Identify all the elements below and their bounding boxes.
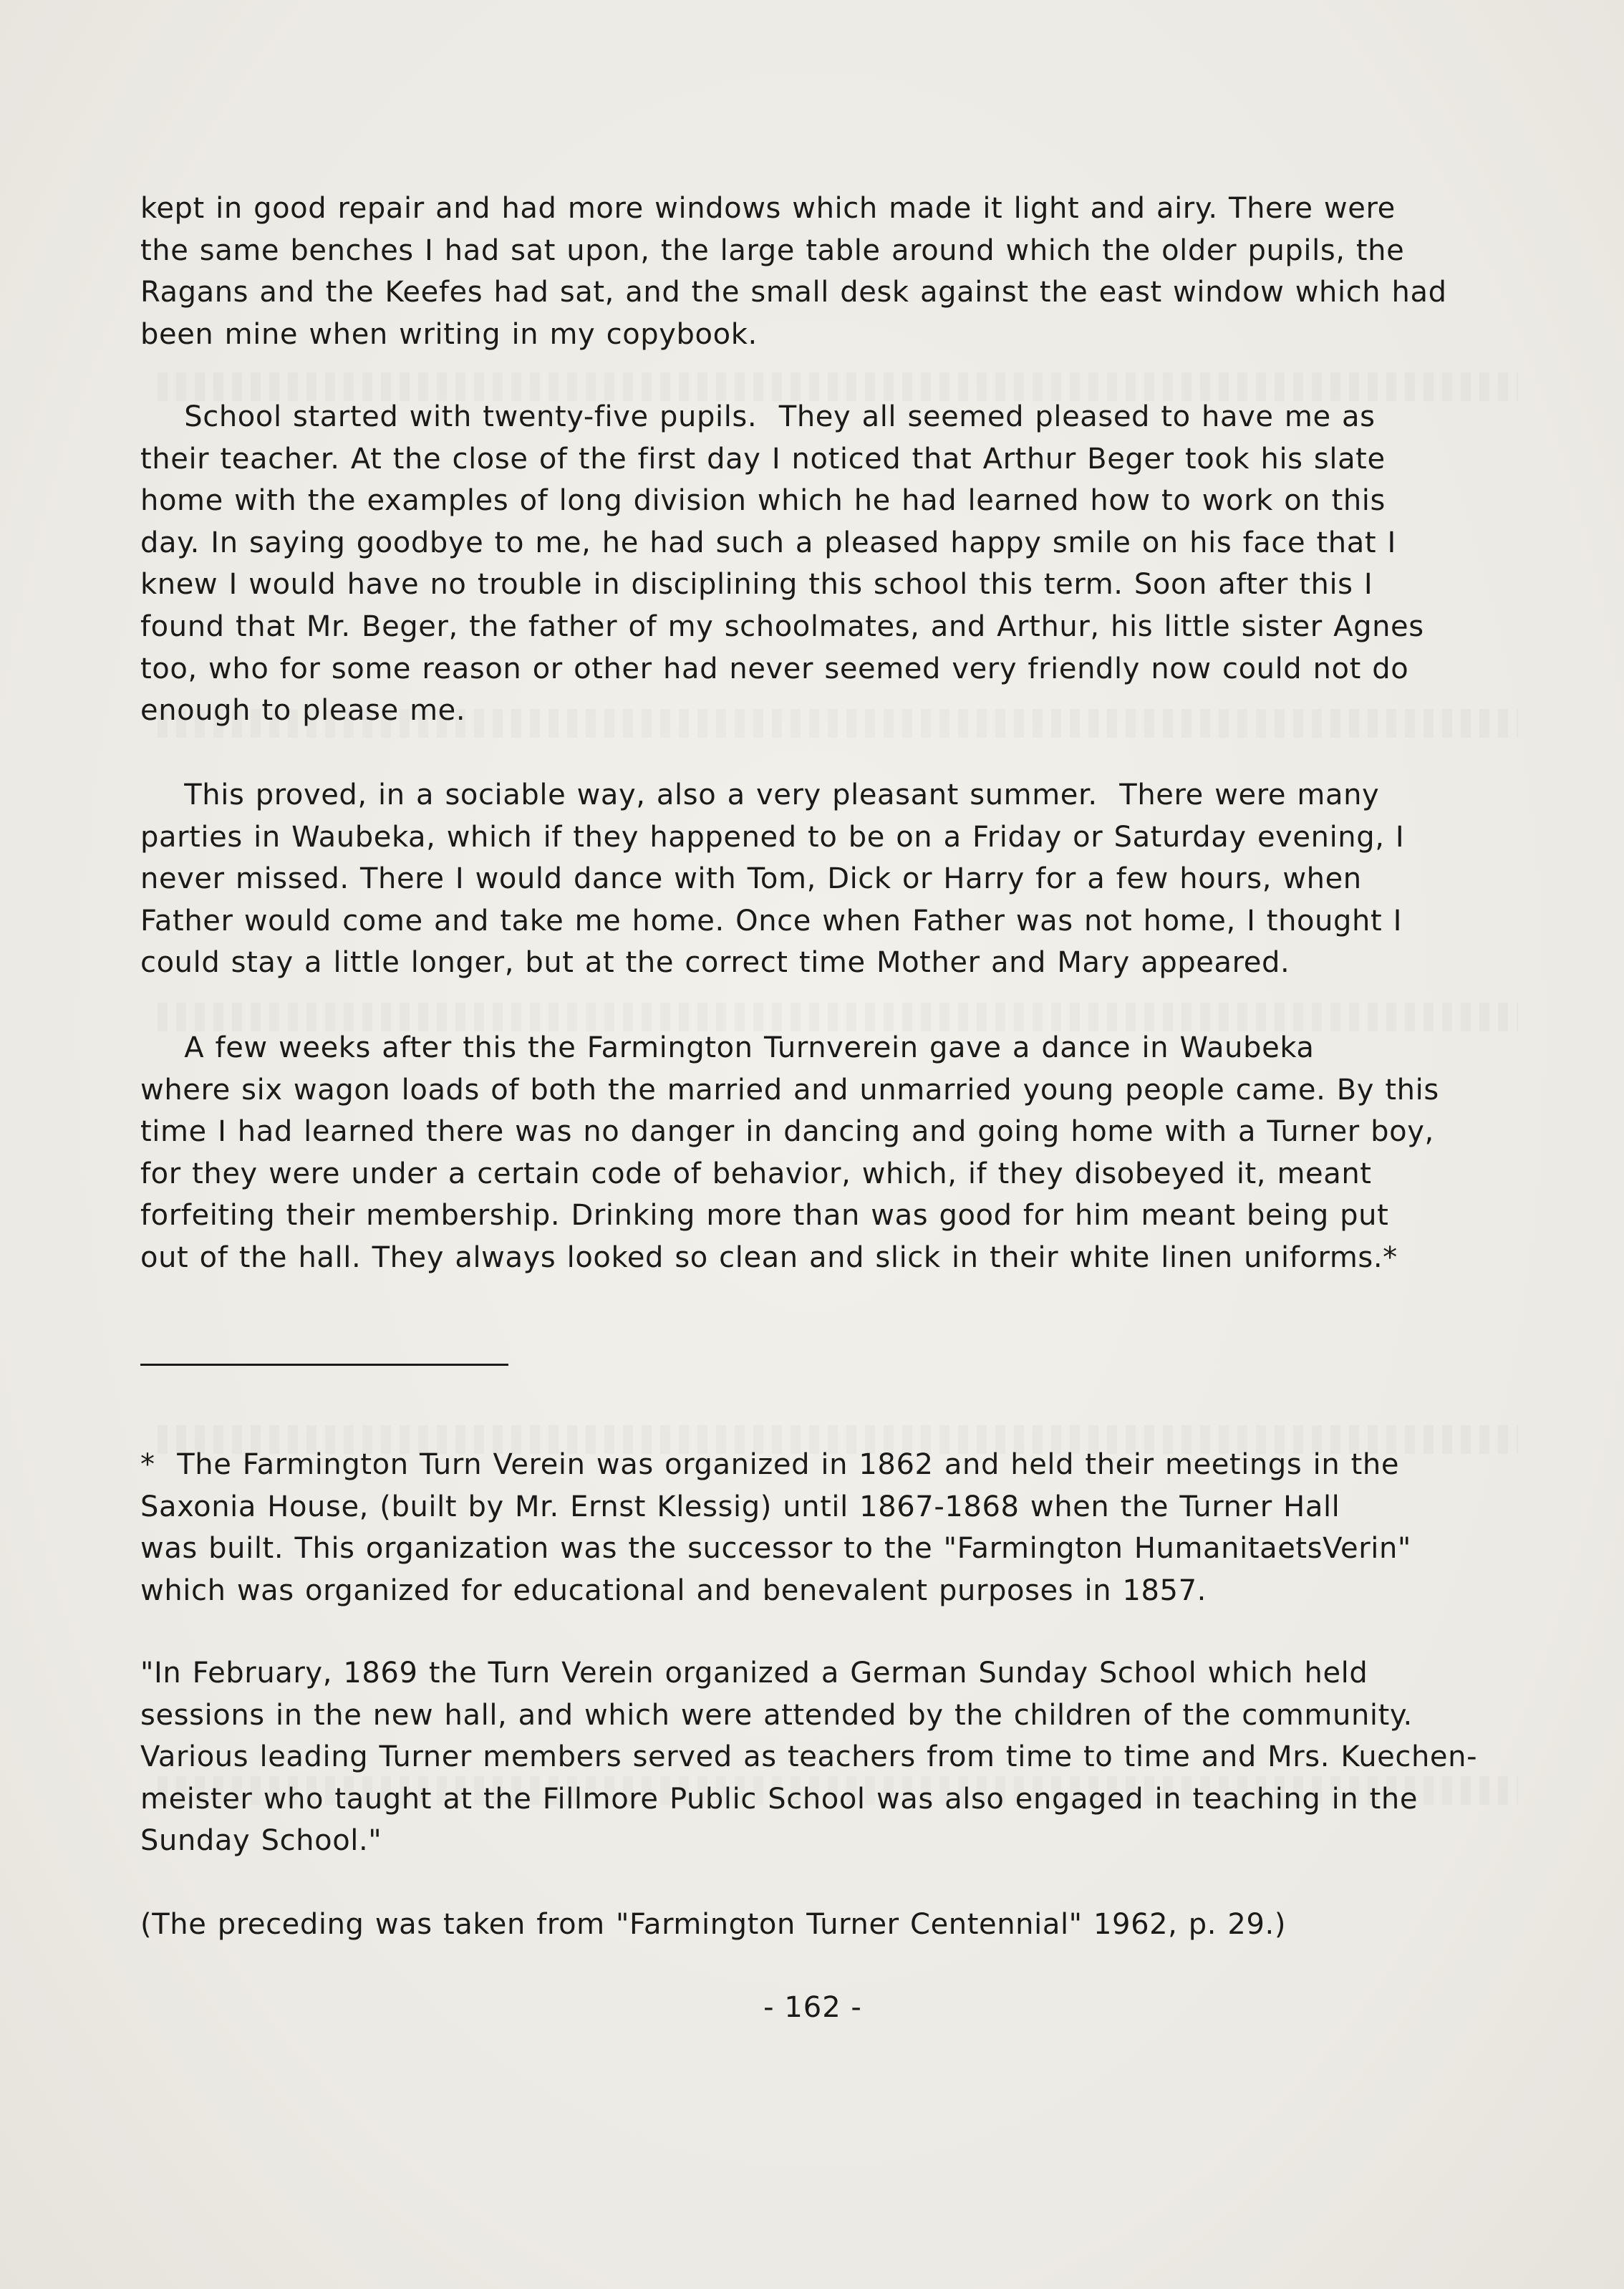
text-line: out of the hall. They always looked so clean and slick in their white linen uniforms.* bbox=[140, 1240, 1398, 1274]
text-line: meister who taught at the Fillmore Public School was also engaged in teaching in the bbox=[140, 1782, 1418, 1816]
body-paragraph-1 bbox=[140, 188, 1537, 355]
text-line: knew I would have no trouble in disciplining this school this term. Soon after this I bbox=[140, 568, 1373, 602]
text-line: enough to please me. bbox=[140, 694, 466, 728]
footnote-1 bbox=[140, 1444, 1537, 1611]
text-line: forfeiting their membership. Drinking more than was good for him meant being put bbox=[140, 1199, 1389, 1233]
text-line: Various leading Turner members served as teachers from time to time and Mrs. Kuechen- bbox=[140, 1740, 1478, 1774]
text-line: Saxonia House, (built by Mr. Ernst Klessig) until 1867-1868 when the Turner Hall bbox=[140, 1490, 1340, 1523]
text-line: sessions in the new hall, and which were attended by the children of the community. bbox=[140, 1698, 1413, 1732]
body-paragraph-2 bbox=[140, 396, 1537, 732]
text-line: been mine when writing in my copybook. bbox=[140, 317, 758, 351]
text-line: could stay a little longer, but at the correct time Mother and Mary appeared. bbox=[140, 946, 1290, 980]
text-line: found that Mr. Beger, the father of my schoolmates, and Arthur, his little sister Agnes bbox=[140, 609, 1424, 643]
footnote-source bbox=[140, 1904, 1537, 1946]
body-paragraph-4 bbox=[140, 1027, 1537, 1279]
text-line: * The Farmington Turn Verein was organized in 1862 and held their meetings in the bbox=[140, 1448, 1400, 1481]
text-line: (The preceding was taken from "Farmington Turner Centennial" 1962, p. 29.) bbox=[140, 1908, 1287, 1941]
text-line: "In February, 1869 the Turn Verein organized a German Sunday School which held bbox=[140, 1657, 1368, 1690]
text-line: kept in good repair and had more windows which made it light and airy. There were bbox=[140, 192, 1396, 225]
text-line: which was organized for educational and benevalent purposes in 1857. bbox=[140, 1574, 1207, 1607]
text-line: Sunday School." bbox=[140, 1824, 382, 1858]
page-number: - 162 - bbox=[763, 1991, 862, 2024]
text-line: where six wagon loads of both the married and unmarried young people came. By this bbox=[140, 1073, 1439, 1107]
text-line: for they were under a certain code of behavior, which, if they disobeyed it, meant bbox=[140, 1157, 1372, 1190]
text-line: parties in Waubeka, which if they happened to be on a Friday or Saturday evening, I bbox=[140, 820, 1405, 854]
text-line: their teacher. At the close of the first day I noticed that Arthur Beger took his slate bbox=[140, 442, 1386, 476]
text-line: the same benches I had sat upon, the large table around which the older pupils, the bbox=[140, 233, 1405, 267]
text-line: Ragans and the Keefes had sat, and the small desk against the east window which had bbox=[140, 276, 1447, 309]
footnote-quote bbox=[140, 1652, 1537, 1862]
footnote-divider bbox=[140, 1364, 508, 1366]
text-line: never missed. There I would dance with Tom, Dick or Harry for a few hours, when bbox=[140, 862, 1362, 896]
text-line: Father would come and take me home. Once when Father was not home, I thought I bbox=[140, 904, 1402, 938]
text-line: School started with twenty-five pupils. They all seemed pleased to have me as bbox=[140, 400, 1376, 433]
text-line: day. In saying goodbye to me, he had such a pleased happy smile on his face that I bbox=[140, 526, 1396, 559]
body-paragraph-3 bbox=[140, 774, 1537, 984]
text-line: This proved, in a sociable way, also a very pleasant summer. There were many bbox=[140, 779, 1380, 811]
text-line: time I had learned there was no danger in dancing and going home with a Turner boy, bbox=[140, 1115, 1434, 1149]
text-line: too, who for some reason or other had never seemed very friendly now could not do bbox=[140, 652, 1409, 685]
text-line: A few weeks after this the Farmington Turnverein gave a dance in Waubeka bbox=[140, 1031, 1315, 1064]
text-line: was built. This organization was the successor to the "Farmington HumanitaetsVerin" bbox=[140, 1532, 1411, 1566]
text-line: home with the examples of long division which he had learned how to work on this bbox=[140, 484, 1386, 518]
